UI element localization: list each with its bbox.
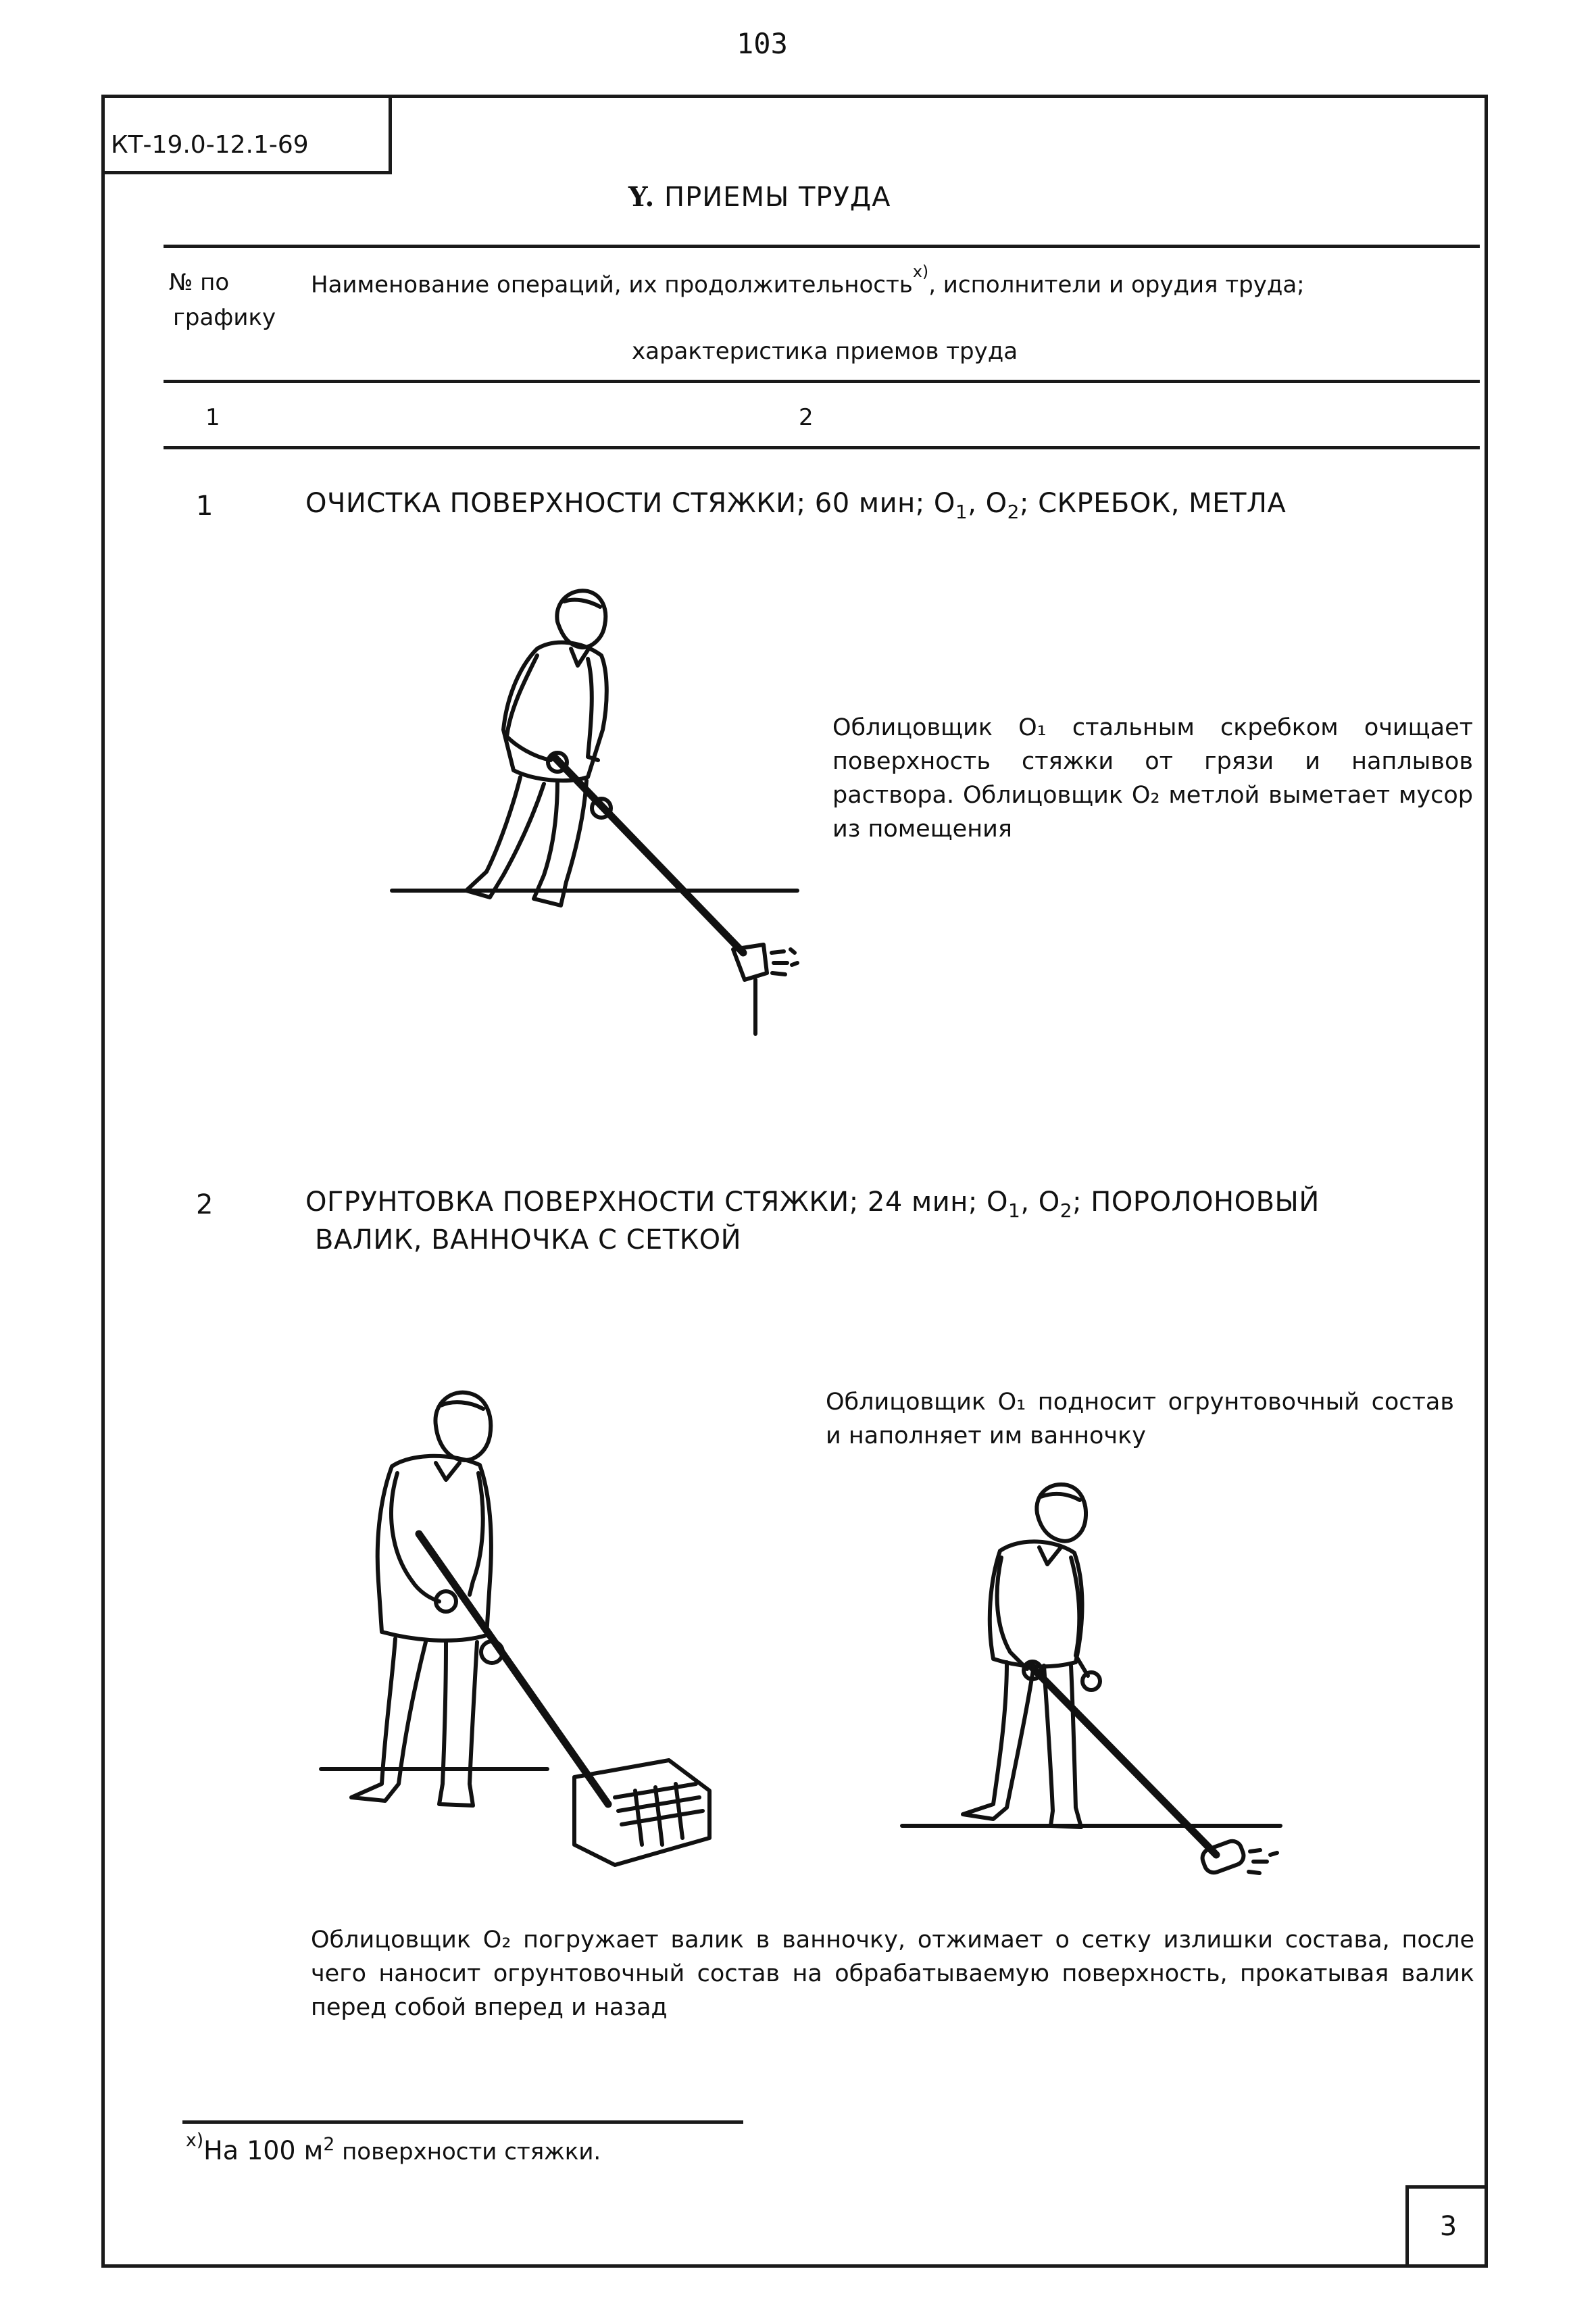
col1-header-line1: № по — [169, 269, 230, 296]
footnote-ref: x) — [912, 262, 929, 281]
col2-number: 2 — [799, 404, 814, 431]
header-rule-bottom — [164, 446, 1480, 449]
col2-header-line2: характеристика приемов труда — [632, 338, 1018, 365]
op2-sub1: 1 — [1008, 1199, 1021, 1222]
page-number: 103 — [737, 27, 788, 60]
section-title-text: ПРИЕМЫ ТРУДА — [664, 182, 891, 213]
operation-1-title — [305, 488, 1286, 523]
operation-1-number: 1 — [196, 491, 214, 522]
op2-sub2: 2 — [1059, 1199, 1073, 1222]
footnote-mark: x) — [186, 2130, 204, 2151]
col2-header-line1 — [311, 262, 1305, 299]
header-rule-middle — [164, 380, 1480, 383]
op2-sep: , О — [1020, 1187, 1060, 1218]
op1-sub1: 1 — [955, 501, 968, 523]
section-roman-numeral: Y. — [628, 181, 655, 213]
col2-header-text: Наименование операций, их продолжительность — [311, 271, 913, 299]
operation-2-title-line2: ВАЛИК, ВАННОЧКА С СЕТКОЙ — [315, 1224, 742, 1255]
footnote-sup: 2 — [323, 2134, 335, 2155]
footnote-text-start: На 100 м — [203, 2135, 324, 2166]
footnote-rule — [182, 2120, 743, 2124]
scraper-worker-illustration — [385, 574, 818, 1041]
rolling-worker-illustration — [899, 1473, 1291, 1906]
operation-2-number: 2 — [196, 1189, 214, 1220]
col1-number: 1 — [205, 404, 220, 431]
col1-header-line2: графику — [173, 304, 276, 331]
operation-2-description-a: Облицовщик О₁ подносит огрунтовочный состав и наполняет им ванночку — [826, 1389, 1454, 1449]
operation-2-title — [305, 1187, 1320, 1222]
op1-sep: , О — [968, 488, 1007, 519]
op1-title-end: ; СКРЕБОК, МЕТЛА — [1019, 488, 1287, 519]
scraper-handle — [554, 757, 743, 953]
op1-sub2: 2 — [1007, 501, 1020, 523]
section-title — [628, 181, 891, 213]
col2-header-text-end: , исполнители и орудия труда; — [928, 271, 1305, 299]
sheet-number: 3 — [1405, 2185, 1488, 2268]
footnote-text-end: поверхности стяжки. — [334, 2138, 601, 2166]
footnote — [186, 2130, 601, 2166]
op1-title-start: ОЧИСТКА ПОВЕРХНОСТИ СТЯЖКИ; 60 мин; О — [305, 488, 955, 519]
roller-tray-worker-illustration — [318, 1378, 737, 1919]
operation-2-description-b: Облицовщик О₂ погружает валик в ванночку, отжимает о сетку излишки состава, после чего наносит огрунтовочный состав на обрабатываемую поверхность, прокатывая валик перед собой вперед и назад — [311, 1926, 1474, 2021]
document-code: КТ-19.0-12.1-69 — [101, 95, 392, 174]
op2-title-start: ОГРУНТОВКА ПОВЕРХНОСТИ СТЯЖКИ; 24 мин; О — [305, 1187, 1009, 1218]
scraper-blade — [733, 945, 767, 980]
header-rule-top — [164, 245, 1480, 248]
operation-1-description: Облицовщик О₁ стальным скребком очищает поверхность стяжки от грязи и наплывов раствора. Облицовщик О₂ метлой выметает мусор из помещения — [832, 714, 1473, 843]
op2-title-end: ; ПОРОЛОНОВЫЙ — [1072, 1187, 1320, 1218]
